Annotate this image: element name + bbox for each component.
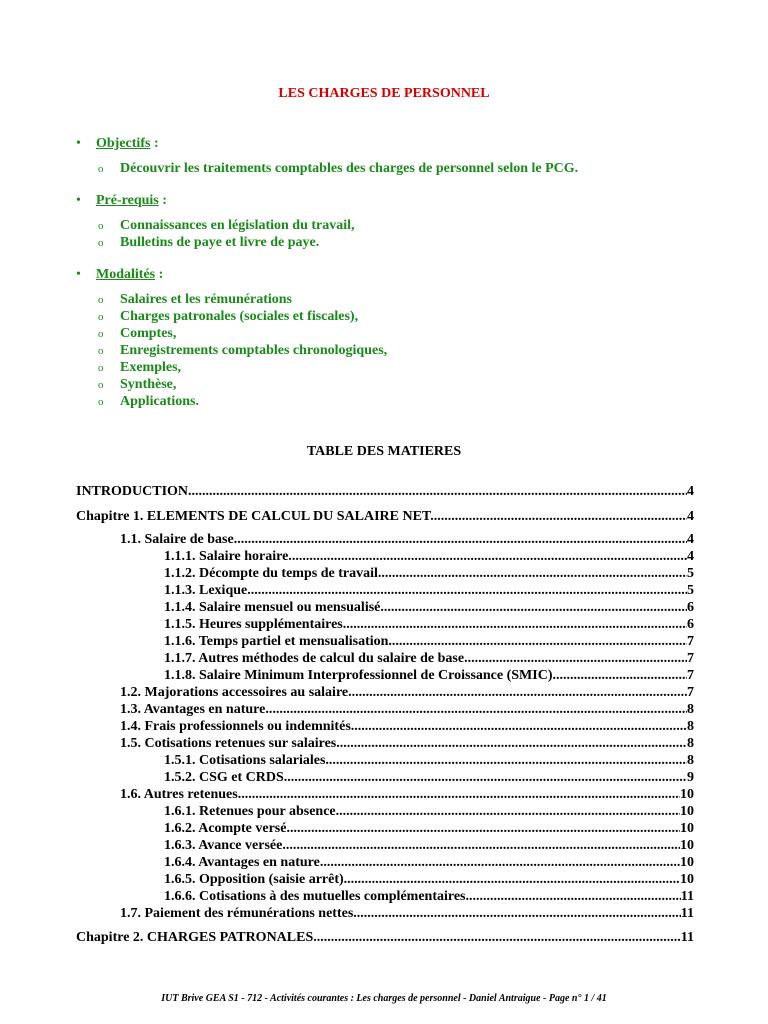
toc-entry[interactable] (120, 787, 694, 804)
toc-leader (352, 685, 687, 701)
toc-entry[interactable] (76, 930, 694, 947)
toc-entry-label: 1.5. Cotisations retenues sur salaires. (120, 736, 340, 751)
toc-entry-label: 1.6.2. Acompte versé. (164, 821, 290, 836)
toc-entry-page: 11 (680, 889, 694, 904)
toc-entry-page: 7 (687, 634, 694, 649)
toc-entry[interactable] (164, 838, 694, 855)
toc-leader (392, 634, 687, 650)
toc-leader (434, 509, 687, 525)
toc-leader (317, 930, 681, 946)
toc-entry-label: 1.2. Majorations accessoires au salaire. (120, 685, 352, 700)
toc-entry-label: 1.6.4. Avantages en nature. (164, 855, 324, 870)
toc-leader (251, 583, 687, 599)
bullet-icon: • (76, 193, 81, 208)
toc-entry[interactable] (120, 719, 694, 736)
toc-entry-label: 1.1.6. Temps partiel et mensualisation. (164, 634, 392, 649)
toc-entry-page: 4 (687, 509, 694, 524)
toc-entry-label: Chapitre 2. CHARGES PATRONALES. (76, 930, 317, 945)
toc-entry[interactable] (164, 549, 694, 566)
toc-entry-page: 4 (687, 484, 694, 499)
toc-entry-page: 8 (687, 753, 694, 768)
toc-leader (290, 821, 680, 837)
toc-entry[interactable] (164, 617, 694, 634)
toc-leader (469, 889, 681, 905)
toc-leader (468, 651, 687, 667)
toc-leader (381, 566, 687, 582)
section-heading: Objectifs (96, 136, 151, 151)
toc-entry[interactable] (120, 906, 694, 923)
list-item-text: Charges patronales (sociales et fiscales), (120, 309, 359, 324)
toc-entry-label: 1.5.1. Cotisations salariales. (164, 753, 329, 768)
circle-bullet-icon: o (98, 345, 104, 357)
toc-entry[interactable] (164, 634, 694, 651)
circle-bullet-icon: o (98, 362, 104, 374)
toc-leader (287, 770, 687, 786)
toc-entry-label: 1.6.3. Avance versée. (164, 838, 286, 853)
list-item-text: Synthèse, (120, 377, 177, 392)
heading-suffix: : (150, 136, 159, 151)
toc-entry-page: 8 (687, 736, 694, 751)
toc-entry-page: 4 (687, 549, 694, 564)
heading-suffix: : (158, 193, 167, 208)
toc-entry-page: 10 (680, 872, 694, 887)
toc-entry[interactable] (164, 855, 694, 872)
toc-entry-label: 1.1.5. Heures supplémentaires. (164, 617, 347, 632)
toc-leader (384, 600, 687, 616)
toc-entry-page: 5 (687, 583, 694, 598)
toc-entry-label: 1.6.1. Retenues pour absence. (164, 804, 340, 819)
circle-bullet-icon: o (98, 237, 104, 249)
toc-leader (354, 719, 687, 735)
list-item-text: Salaires et les rémunérations (120, 292, 292, 307)
toc-entry-label: 1.1.1. Salaire horaire. (164, 549, 292, 564)
toc-entry-label: 1.4. Frais professionnels ou indemnités. (120, 719, 355, 734)
toc-entry-page: 11 (680, 930, 694, 945)
toc-entry[interactable] (164, 668, 694, 685)
toc-entry[interactable] (120, 685, 694, 702)
toc-entry-page: 6 (687, 600, 694, 615)
toc-entry-label: 1.7. Paiement des rémunérations nettes. (120, 906, 357, 921)
bullet-icon: • (76, 136, 81, 151)
circle-bullet-icon: o (98, 311, 104, 323)
list-item-text: Enregistrements comptables chronologiques, (120, 343, 388, 358)
document-title: LES CHARGES DE PERSONNEL (278, 86, 490, 101)
heading-suffix: : (155, 267, 164, 282)
section-heading: Modalités (96, 267, 156, 282)
toc-entry[interactable] (120, 532, 694, 549)
toc-leader (292, 549, 687, 565)
toc-leader (347, 872, 680, 888)
list-item-text: Comptes, (120, 326, 177, 341)
toc-entry-page: 8 (687, 702, 694, 717)
toc-entry-page: 10 (680, 821, 694, 836)
toc-entry[interactable] (76, 509, 694, 526)
toc-entry-page: 4 (687, 532, 694, 547)
toc-entry-page: 10 (680, 855, 694, 870)
list-item-text: Exemples, (120, 360, 182, 375)
toc-entry-label: 1.1.2. Décompte du temps de travail. (164, 566, 382, 581)
toc-entry[interactable] (164, 770, 694, 787)
toc-leader (237, 532, 687, 548)
list-item-text: Connaissances en législation du travail, (120, 218, 355, 233)
circle-bullet-icon: o (98, 294, 104, 306)
toc-entry-label: 1.3. Avantages en nature. (120, 702, 269, 717)
toc-leader (269, 702, 687, 718)
toc-entry-label: 1.6.5. Opposition (saisie arrêt). (164, 872, 348, 887)
toc-leader (339, 804, 680, 820)
toc-leader (329, 753, 687, 769)
toc-entry-page: 10 (680, 804, 694, 819)
toc-entry-page: 7 (687, 668, 694, 683)
toc-entry[interactable] (76, 484, 694, 501)
toc-entry-page: 7 (687, 685, 694, 700)
toc-leader (192, 484, 687, 500)
toc-leader (323, 855, 680, 871)
toc-entry-page: 6 (687, 617, 694, 632)
toc-entry-page: 8 (687, 719, 694, 734)
toc-entry-label: 1.1.8. Salaire Minimum Interprofessionnel de Croissance (SMIC) (164, 668, 553, 683)
toc-entry[interactable] (164, 566, 694, 583)
toc-entry[interactable] (164, 651, 694, 668)
toc-entry-label: Chapitre 1. ELEMENTS DE CALCUL DU SALAIRE NET. (76, 509, 434, 524)
toc-entry-page: 9 (687, 770, 694, 785)
toc-entry[interactable] (120, 702, 694, 719)
circle-bullet-icon: o (98, 220, 104, 232)
toc-entry[interactable] (164, 872, 694, 889)
toc-leader (553, 668, 688, 684)
toc-leader (340, 736, 687, 752)
circle-bullet-icon: o (98, 379, 104, 391)
toc-entry-label: 1.1.7. Autres méthodes de calcul du salaire de base. (164, 651, 468, 666)
toc-entry-label: 1.6.6. Cotisations à des mutuelles complémentaires. (164, 889, 469, 904)
toc-entry[interactable] (164, 889, 694, 906)
toc-entry-page: 5 (687, 566, 694, 581)
toc-entry-label: 1.6. Autres retenues. (120, 787, 242, 802)
toc-entry-label: 1.1.4. Salaire mensuel ou mensualisé. (164, 600, 384, 615)
toc-leader (346, 617, 687, 633)
toc-entry-page: 10 (680, 838, 694, 853)
toc-entry[interactable] (120, 736, 694, 753)
toc-leader (241, 787, 680, 803)
toc-leader (357, 906, 681, 922)
toc-entry-label: 1.1. Salaire de base. (120, 532, 238, 547)
toc-entry[interactable] (164, 753, 694, 770)
toc-entry-page: 7 (687, 651, 694, 666)
toc-entry[interactable] (164, 583, 694, 600)
toc-entry[interactable] (164, 821, 694, 838)
bullet-icon: • (76, 267, 81, 282)
list-item-text: Découvrir les traitements comptables des charges de personnel selon le PCG. (120, 161, 579, 176)
toc-entry-label: 1.1.3. Lexique. (164, 583, 251, 598)
toc-entry[interactable] (164, 600, 694, 617)
list-item-text: Bulletins de paye et livre de paye. (120, 235, 320, 250)
page-footer: IUT Brive GEA S1 - 712 - Activités courantes : Les charges de personnel - Daniel Antraigue - Page n° 1 / 41 (161, 993, 607, 1004)
toc-title: TABLE DES MATIERES (306, 444, 462, 459)
section-heading: Pré-requis (96, 193, 159, 208)
toc-entry-label: 1.5.2. CSG et CRDS. (164, 770, 288, 785)
toc-leader (286, 838, 680, 854)
toc-entry-label: INTRODUCTION. (76, 484, 192, 499)
toc-entry-page: 10 (680, 787, 694, 802)
toc-entry[interactable] (164, 804, 694, 821)
list-item-text: Applications. (120, 394, 199, 409)
circle-bullet-icon: o (98, 163, 104, 175)
circle-bullet-icon: o (98, 328, 104, 340)
toc-entry-page: 11 (680, 906, 694, 921)
circle-bullet-icon: o (98, 396, 104, 408)
